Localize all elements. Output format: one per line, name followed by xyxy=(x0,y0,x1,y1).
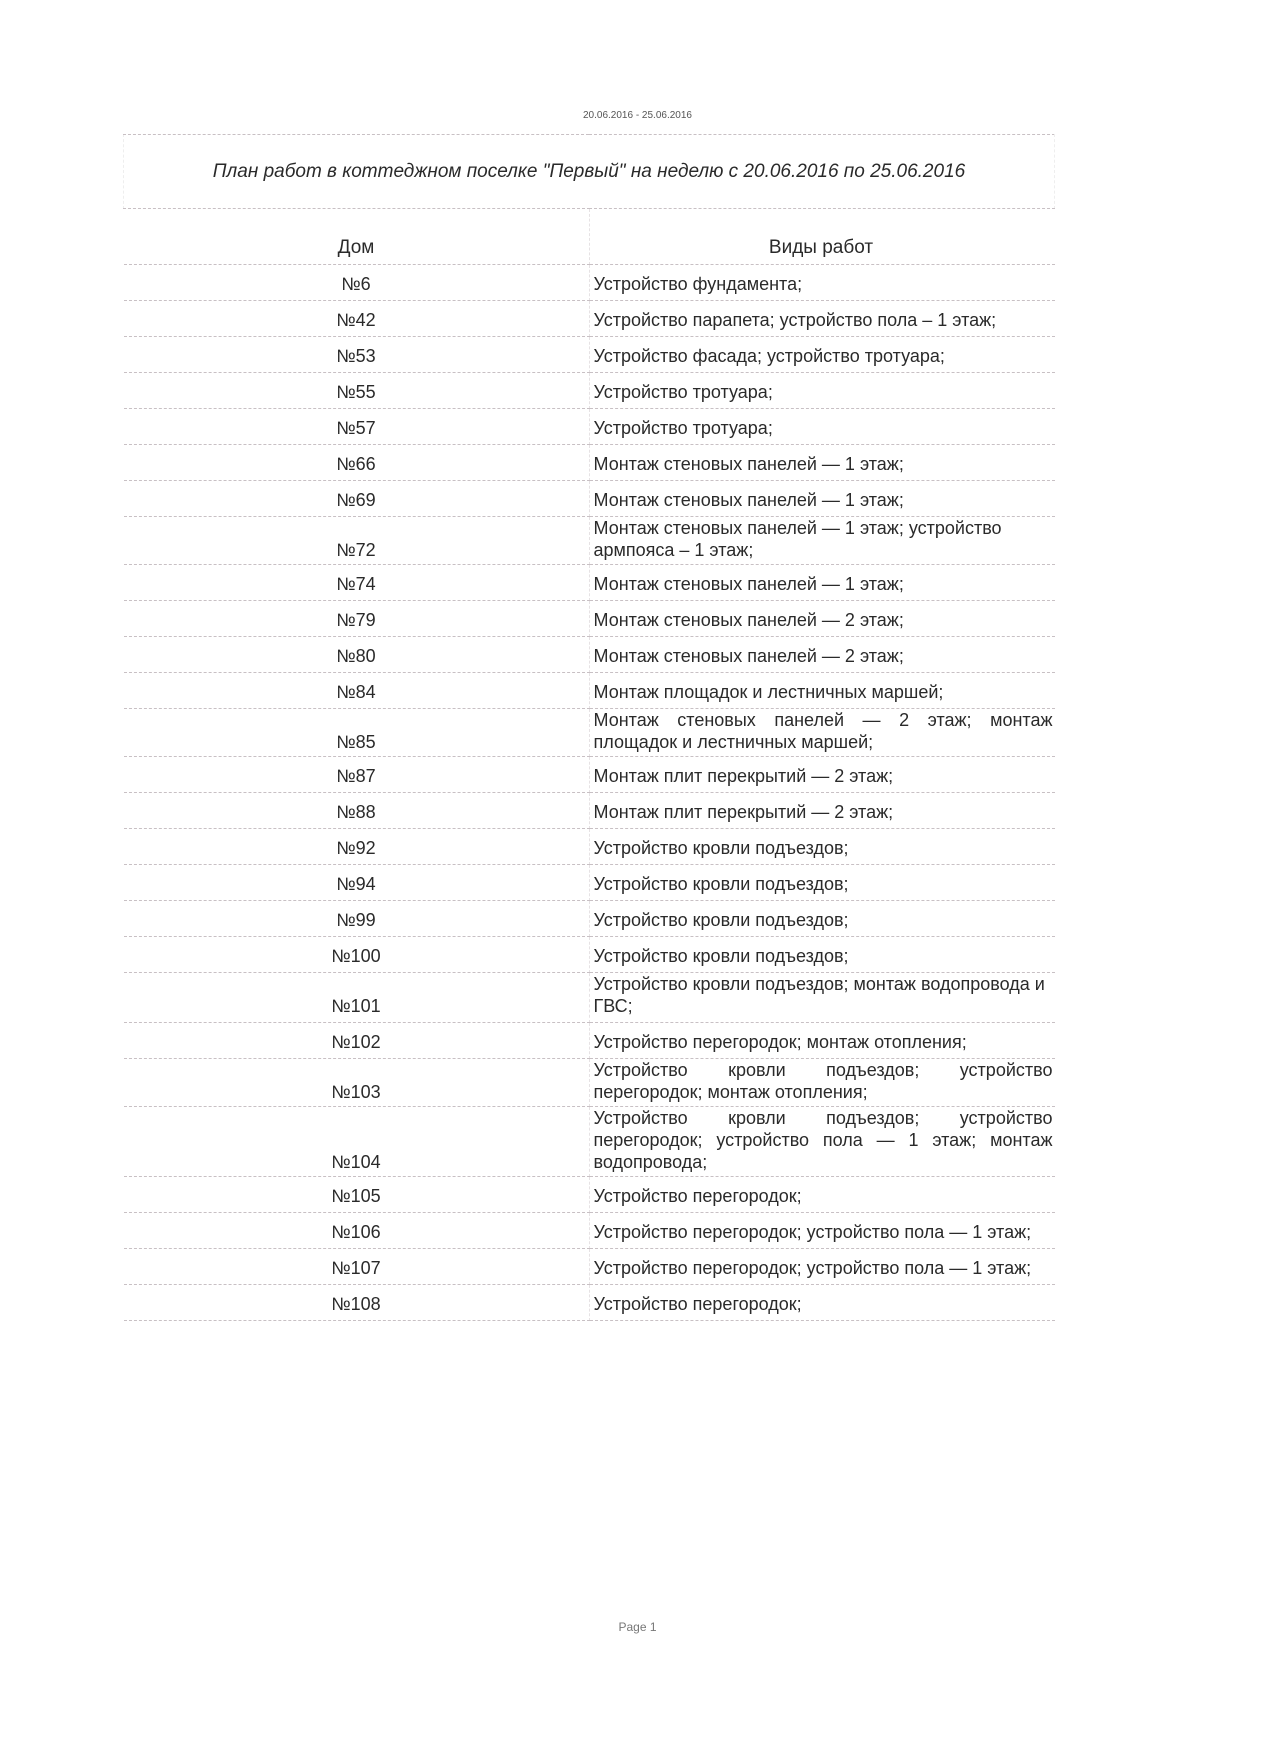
work-types-cell: Устройство кровли подъездов; устройство перегородок; устройство пола — 1 этаж; монтаж водопровода; xyxy=(589,1107,1055,1177)
house-number-cell: №105 xyxy=(124,1177,590,1213)
table-row xyxy=(124,973,1055,1023)
work-types-cell: Устройство перегородок; xyxy=(589,1285,1055,1321)
house-number-cell: №6 xyxy=(124,265,590,301)
work-types-cell: Устройство перегородок; xyxy=(589,1177,1055,1213)
work-plan-table xyxy=(123,134,1055,1321)
table-row xyxy=(124,829,1055,865)
work-types-cell: Устройство перегородок; устройство пола — 1 этаж; xyxy=(589,1213,1055,1249)
house-number-cell: №53 xyxy=(124,337,590,373)
work-types-cell: Устройство парапета; устройство пола – 1 этаж; xyxy=(589,301,1055,337)
house-number-cell: №55 xyxy=(124,373,590,409)
house-number-cell: №99 xyxy=(124,901,590,937)
table-row xyxy=(124,1285,1055,1321)
house-number-cell: №74 xyxy=(124,565,590,601)
house-number-cell: №42 xyxy=(124,301,590,337)
house-number-cell: №66 xyxy=(124,445,590,481)
house-number-cell: №108 xyxy=(124,1285,590,1321)
house-number-cell: №72 xyxy=(124,517,590,565)
house-number-cell: №92 xyxy=(124,829,590,865)
house-number-cell: №107 xyxy=(124,1249,590,1285)
house-number-cell: №85 xyxy=(124,709,590,757)
house-number-cell: №102 xyxy=(124,1023,590,1059)
work-types-cell: Устройство кровли подъездов; монтаж водопровода и ГВС; xyxy=(589,973,1055,1023)
work-types-cell: Монтаж стеновых панелей — 1 этаж; xyxy=(589,565,1055,601)
house-number-cell: №103 xyxy=(124,1059,590,1107)
column-header-works: Виды работ xyxy=(589,209,1055,265)
table-row xyxy=(124,265,1055,301)
house-number-cell: №104 xyxy=(124,1107,590,1177)
work-types-cell: Монтаж стеновых панелей — 2 этаж; xyxy=(589,601,1055,637)
work-types-cell: Устройство кровли подъездов; устройство перегородок; монтаж отопления; xyxy=(589,1059,1055,1107)
house-number-cell: №79 xyxy=(124,601,590,637)
work-types-cell: Устройство кровли подъездов; xyxy=(589,937,1055,973)
work-types-cell: Монтаж площадок и лестничных маршей; xyxy=(589,673,1055,709)
work-types-cell: Устройство перегородок; монтаж отопления; xyxy=(589,1023,1055,1059)
table-row xyxy=(124,1107,1055,1177)
table-row xyxy=(124,757,1055,793)
house-number-cell: №101 xyxy=(124,973,590,1023)
table-row xyxy=(124,517,1055,565)
table-row xyxy=(124,1177,1055,1213)
table-row xyxy=(124,901,1055,937)
table-row xyxy=(124,709,1055,757)
table-row xyxy=(124,337,1055,373)
table-row xyxy=(124,1059,1055,1107)
work-types-cell: Устройство перегородок; устройство пола — 1 этаж; xyxy=(589,1249,1055,1285)
table-row xyxy=(124,565,1055,601)
table-row xyxy=(124,637,1055,673)
work-types-cell: Монтаж стеновых панелей — 1 этаж; xyxy=(589,481,1055,517)
house-number-cell: №84 xyxy=(124,673,590,709)
work-types-cell: Устройство тротуара; xyxy=(589,373,1055,409)
work-types-cell: Монтаж стеновых панелей — 1 этаж; xyxy=(589,445,1055,481)
page-number: Page 1 xyxy=(618,1620,657,1634)
table-row xyxy=(124,445,1055,481)
work-types-cell: Устройство фасада; устройство тротуара; xyxy=(589,337,1055,373)
house-number-cell: №100 xyxy=(124,937,590,973)
table-row xyxy=(124,865,1055,901)
house-number-cell: №106 xyxy=(124,1213,590,1249)
work-types-cell: Устройство кровли подъездов; xyxy=(589,865,1055,901)
table-row xyxy=(124,1023,1055,1059)
work-types-cell: Устройство кровли подъездов; xyxy=(589,829,1055,865)
work-types-cell: Монтаж стеновых панелей — 2 этаж; монтаж площадок и лестничных маршей; xyxy=(589,709,1055,757)
table-row xyxy=(124,481,1055,517)
work-types-cell: Устройство кровли подъездов; xyxy=(589,901,1055,937)
table-row xyxy=(124,1213,1055,1249)
house-number-cell: №80 xyxy=(124,637,590,673)
header-row xyxy=(124,209,1055,265)
title-row xyxy=(124,135,1055,209)
table-row xyxy=(124,373,1055,409)
table-row xyxy=(124,409,1055,445)
work-types-cell: Монтаж стеновых панелей — 1 этаж; устройство армпояса – 1 этаж; xyxy=(589,517,1055,565)
house-number-cell: №57 xyxy=(124,409,590,445)
work-types-cell: Устройство тротуара; xyxy=(589,409,1055,445)
table-row xyxy=(124,1249,1055,1285)
table-row xyxy=(124,937,1055,973)
work-types-cell: Монтаж стеновых панелей — 2 этаж; xyxy=(589,637,1055,673)
table-row xyxy=(124,301,1055,337)
house-number-cell: №87 xyxy=(124,757,590,793)
table-row xyxy=(124,793,1055,829)
house-number-cell: №94 xyxy=(124,865,590,901)
column-header-house: Дом xyxy=(124,209,590,265)
work-types-cell: Монтаж плит перекрытий — 2 этаж; xyxy=(589,793,1055,829)
house-number-cell: №69 xyxy=(124,481,590,517)
work-types-cell: Монтаж плит перекрытий — 2 этаж; xyxy=(589,757,1055,793)
work-types-cell: Устройство фундамента; xyxy=(589,265,1055,301)
print-header-date-range: 20.06.2016 - 25.06.2016 xyxy=(583,110,692,121)
table-row xyxy=(124,673,1055,709)
table-title: План работ в коттеджном поселке "Первый" на неделю с 20.06.2016 по 25.06.2016 xyxy=(124,135,1055,209)
table-row xyxy=(124,601,1055,637)
house-number-cell: №88 xyxy=(124,793,590,829)
